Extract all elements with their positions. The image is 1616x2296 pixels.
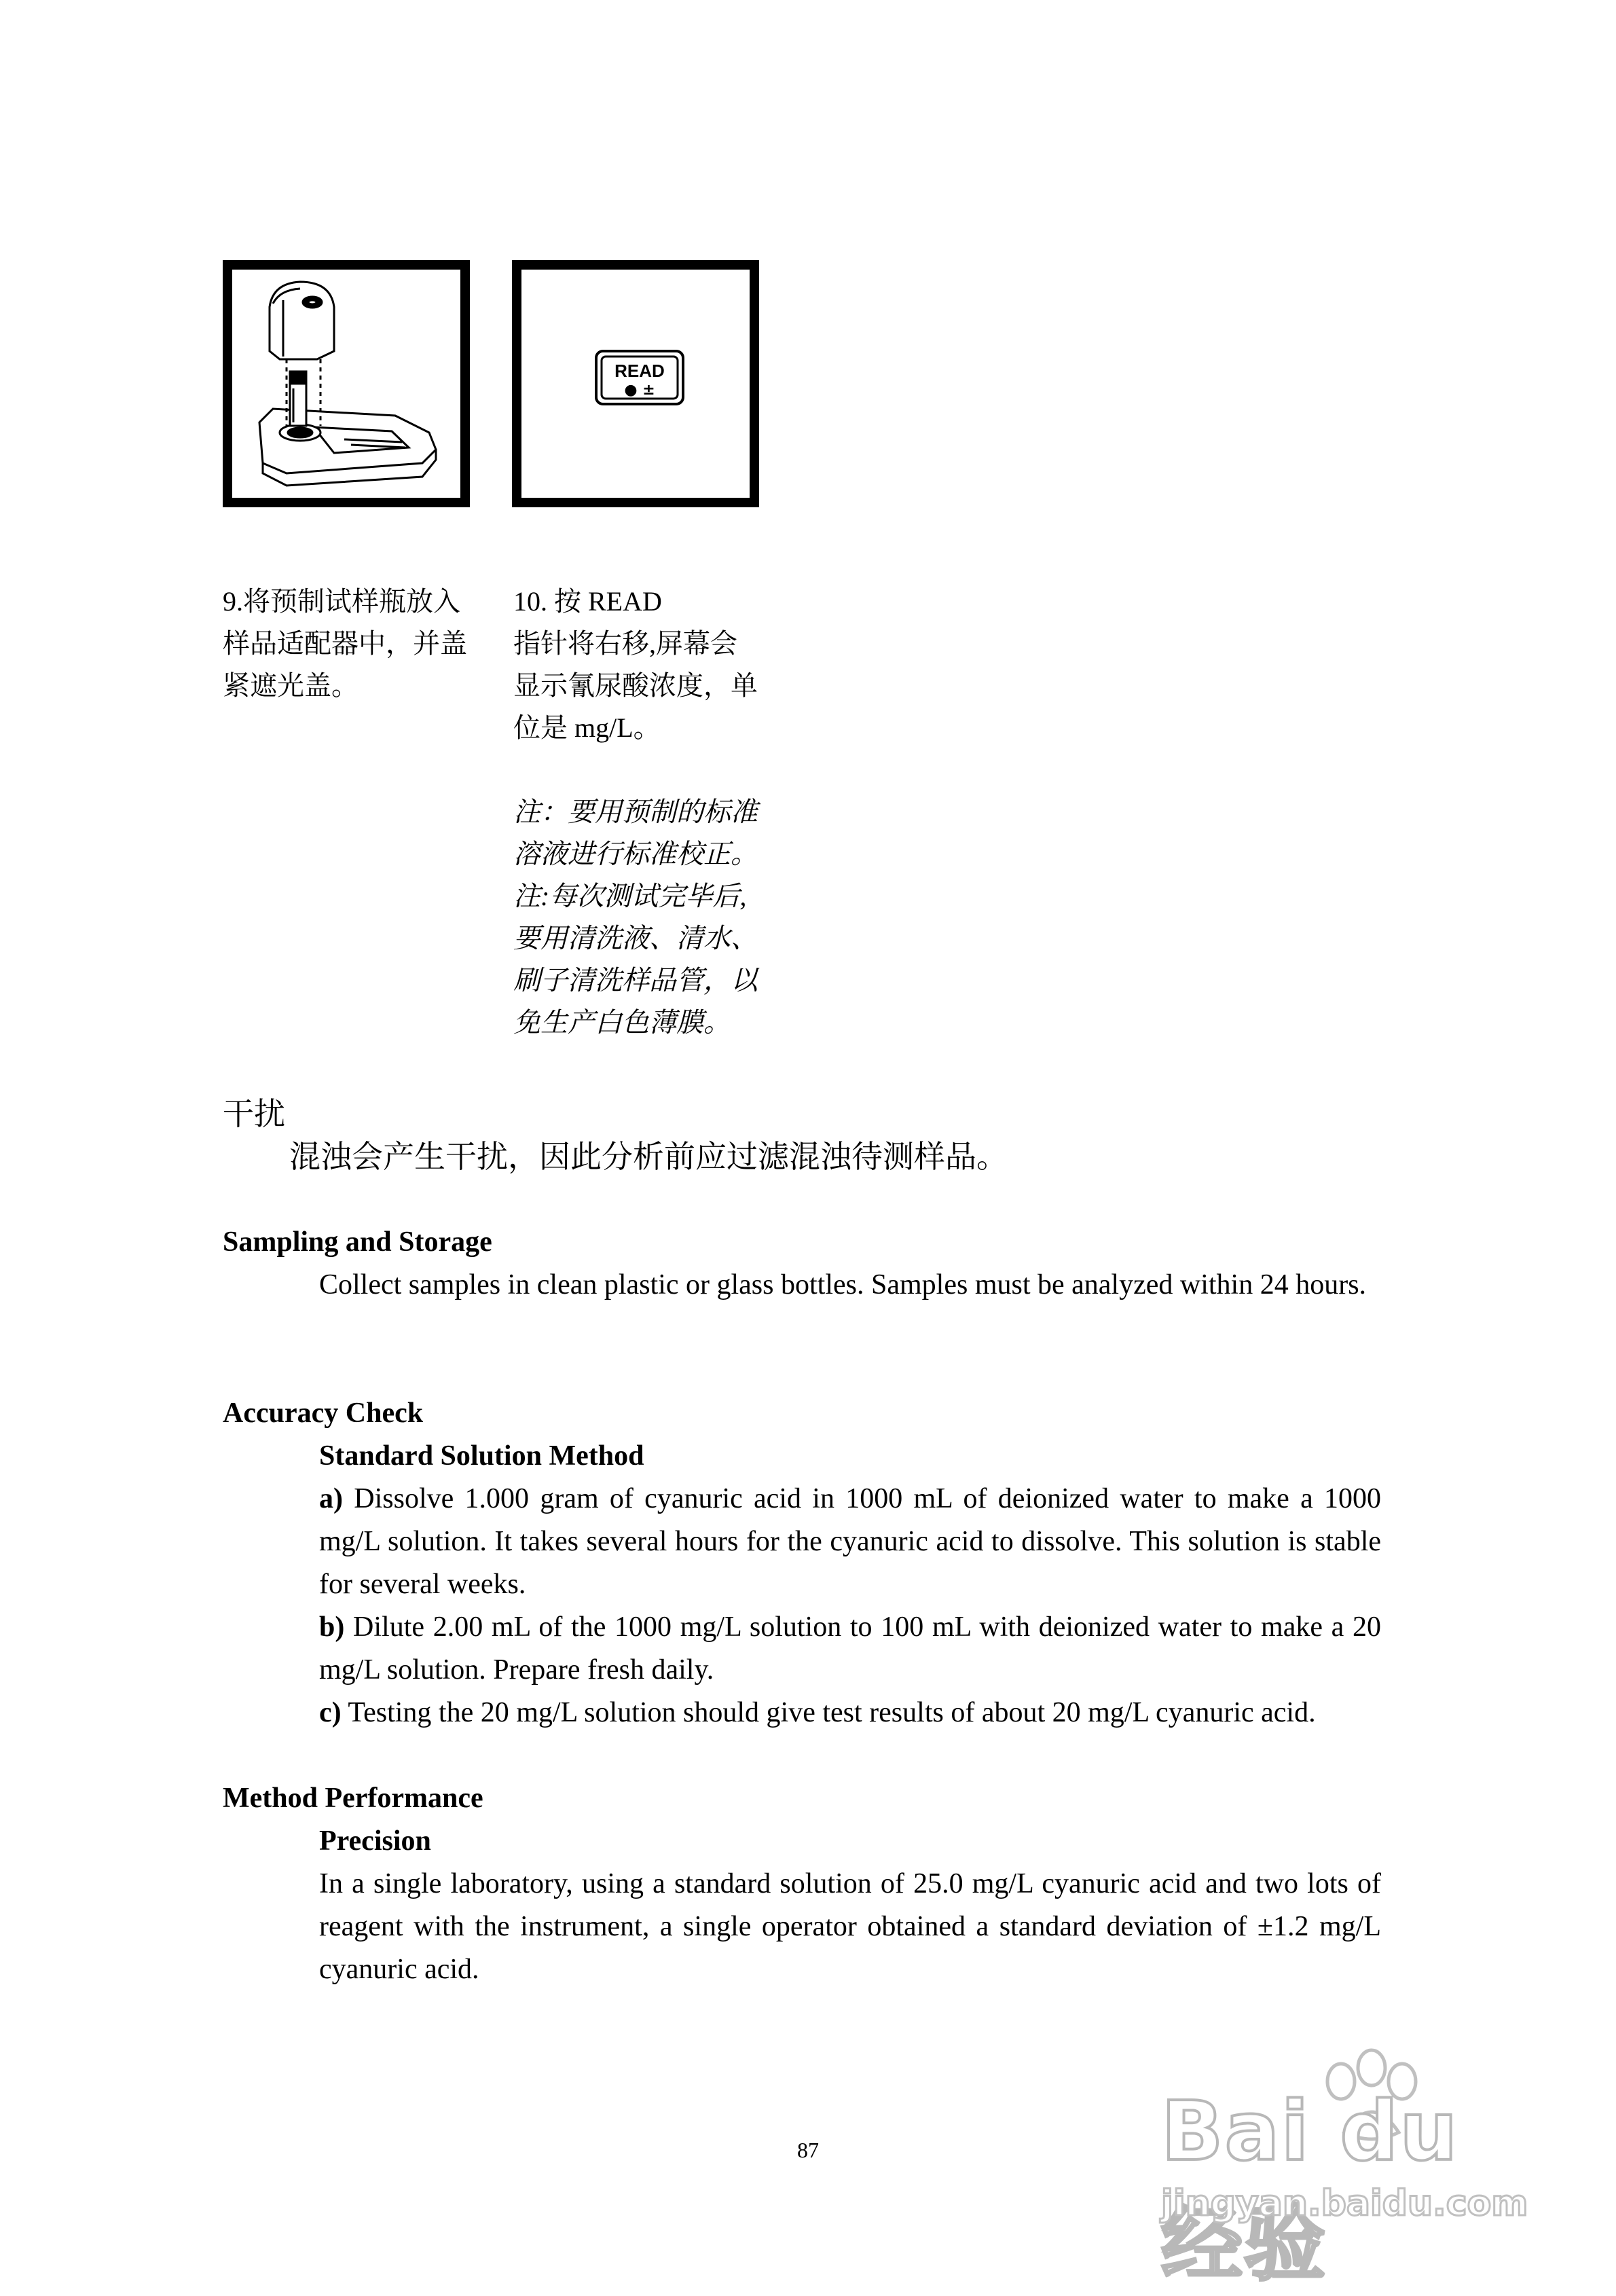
read-key-illustration	[521, 270, 750, 498]
step-a-label: a)	[319, 1483, 343, 1514]
performance-heading: Method Performance	[223, 1783, 483, 1814]
step-10-caption: 10. 按 READ 指针将右移,屏幕会 显示氰尿酸浓度，单 位是 mg/L。	[513, 586, 758, 743]
calibration-note: 注：要用预制的标准 溶液进行标准校正。 注:每次测试完毕后, 要用清洗液、清水、 刷子清洗样品管，以 免生产白色薄膜。	[513, 797, 758, 1038]
sampling-heading: Sampling and Storage	[223, 1226, 492, 1258]
watermark	[1147, 2044, 1541, 2292]
figure-read-key	[512, 260, 759, 507]
step-c-label: c)	[319, 1697, 342, 1728]
step-a-text: Dissolve 1.000 gram of cyanuric acid in 1000 mL of deionized water to make a 1000 mg/L solution. It takes several hours for the cyanuric acid to dissolve. This solution is stable for several weeks.	[319, 1483, 1381, 1600]
interference-heading: 干扰	[223, 1095, 285, 1132]
accuracy-step-c	[319, 1692, 1381, 1734]
step-b-text: Dilute 2.00 mL of the 1000 mg/L solution to 100 mL with deionized water to make a 20 mg/L solution. Prepare fresh daily.	[319, 1611, 1381, 1685]
precision-text: In a single laboratory, using a standard solution of 25.0 mg/L cyanuric acid and two lots of reagent with the instrument, a single operator obtained a standard deviation of ±1.2 mg/L cyanuric acid.	[319, 1868, 1381, 1985]
precision-heading: Precision	[319, 1825, 431, 1857]
watermark-url: jingyan.baidu.com	[1161, 2183, 1528, 2224]
accuracy-heading: Accuracy Check	[223, 1398, 424, 1429]
interference-text: 混浊会产生干扰，因此分析前应过滤混浊待测样品。	[289, 1138, 1008, 1175]
standard-solution-heading: Standard Solution Method	[319, 1440, 644, 1472]
step-c-text: Testing the 20 mg/L solution should give test results of about 20 mg/L cyanuric acid.	[341, 1697, 1316, 1728]
watermark-brand: Bai du 经验	[1161, 2085, 1459, 2292]
accuracy-step-a	[319, 1478, 1381, 1606]
read-key-label: READ	[614, 361, 665, 381]
read-key-symbols: ● ±	[624, 382, 655, 399]
step-b-label: b)	[319, 1611, 345, 1643]
accuracy-step-b	[319, 1606, 1381, 1692]
instrument-illustration	[232, 270, 460, 498]
figure-insert-vial	[223, 260, 470, 507]
step-9-caption: 9.将预制试样瓶放入 样品适配器中，并盖 紧遮光盖。	[223, 586, 467, 701]
sampling-text: Collect samples in clean plastic or glass bottles. Samples must be analyzed within 24 hours.	[319, 1269, 1367, 1300]
page-number: 87	[797, 2138, 819, 2162]
